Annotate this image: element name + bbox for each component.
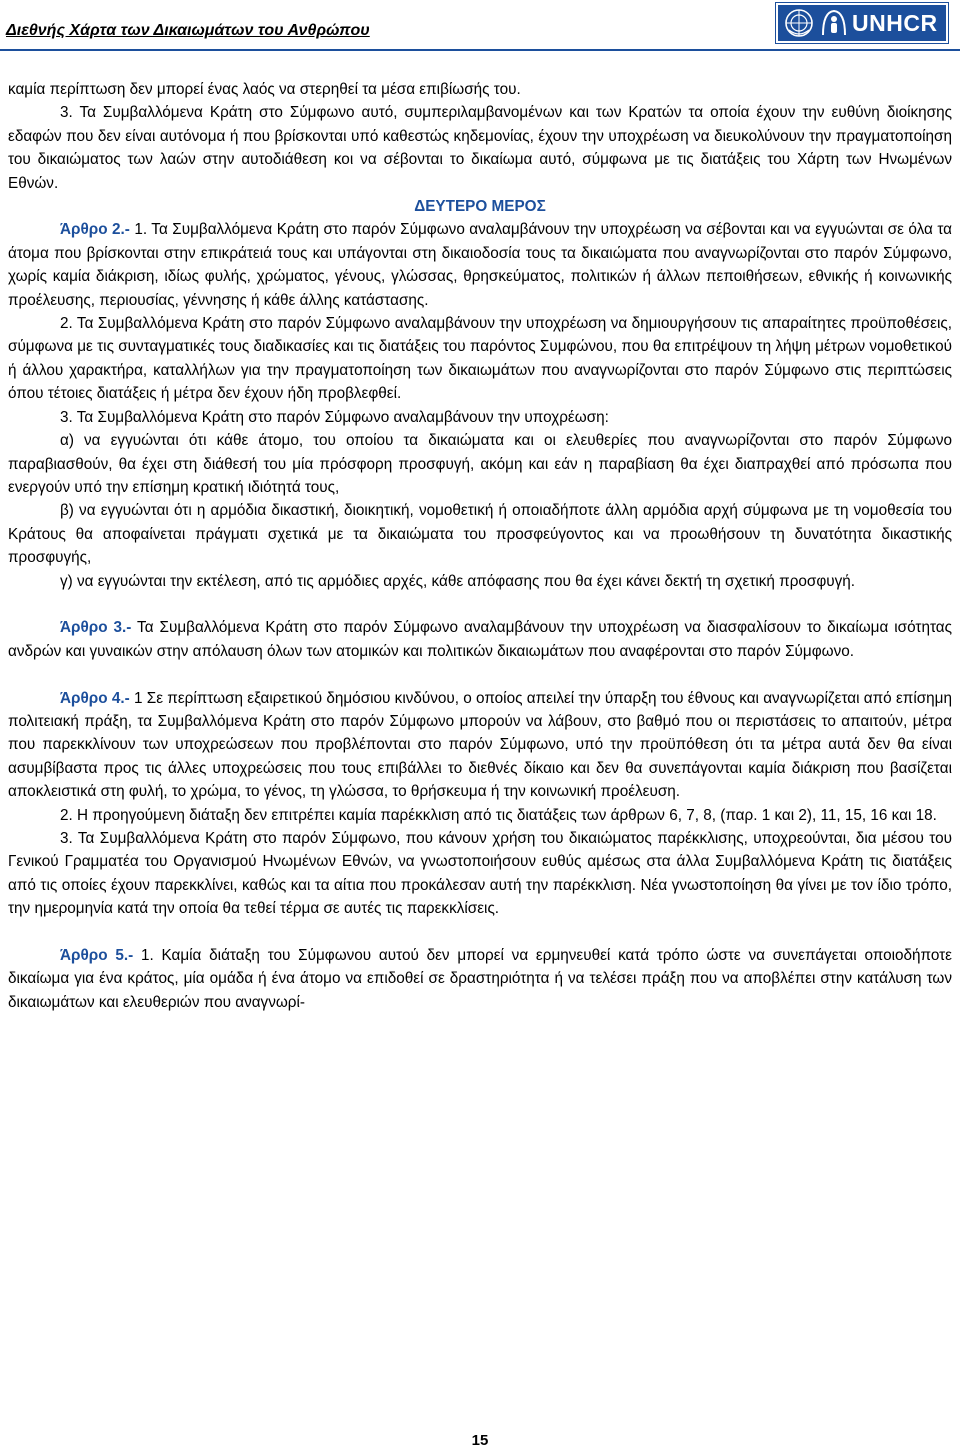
unhcr-logo <box>776 3 948 43</box>
paragraph: καμία περίπτωση δεν μπορεί ένας λαός να στερηθεί τα μέσα επιβίωσής του. <box>8 81 521 98</box>
article-5-paragraph: Άρθρο 5.- 1. Καμία διάταξη του Σύμφωνου αυτού δεν μπορεί να ερμηνευθεί κατά τρόπο ώστε να συνεπάγεται οποιοδήποτε δικαίωμα για ένα κράτος, μία ομάδα ή ένα άτομο να επιδοθεί σε δραστηριότητα ή να τελέσει πράξη που να αποβλέπει στην κατάλυση των δικαιωμάτων και ελευθεριών που αναγνωρί- <box>8 946 953 1011</box>
article-3-paragraph: Άρθρο 3.- Τα Συμβαλλόμενα Κράτη στο παρόν Σύμφωνο αναλαμβάνουν την υποχρέωση να διασφαλίσουν το δικαίωμα ισότητας ανδρών και γυναικών στην απόλαυση όλων των ατομικών και πολιτικών δικαιωμάτων που αναφέρονται στο παρόν Σύμφωνο. <box>8 619 952 660</box>
refugee-family-icon <box>820 8 848 38</box>
page-number: 15 <box>471 1432 489 1449</box>
article-label: Άρθρο 4.- <box>60 689 130 707</box>
article-label: Άρθρο 5.- <box>60 946 134 964</box>
section-heading: ΔΕΥΤΕΡΟ ΜΕΡΟΣ <box>414 198 546 216</box>
article-label: Άρθρο 2.- <box>60 221 130 239</box>
article-2-paragraph-1: Άρθρο 2.- 1. Τα Συμβαλλόμενα Κράτη στο παρόν Σύμφωνο αναλαμβάνουν την υποχρέωση να σέβονται και να εγγυώνται σε όλα τα άτομα που βρίσκονται στην επικράτειά τους και υπάγονται στη δικαιοδοσία τους τα δικαιώματα που αναγνωρίζονται στο παρόν Σύμφωνο, χωρίς καμία διάκριση, ιδίως φυλής, χρώματος, γένους, γλώσσας, θρησκεύματος, πολιτικών ή άλλων πεποιθήσεων, εθνικής ή κοινωνικής προέλευσης, περιουσίας, γέννησης ή κάθε άλλης κατάστασης. <box>8 221 953 309</box>
article-2-item-a: α) να εγγυώνται ότι κάθε άτομο, του οποίου τα δικαιώματα και οι ελευθερίες που αναγνωρίζονται στο παρόν Σύμφωνο παραβιασθούν, θα έχει στη διάθεσή του μία πρόσφορη προσφυγή, ακόμη και εάν η παραβίαση θα έχει διαπραχθεί από πρόσωπα που ενεργούν υπό την επίσημη κρατική ιδιότητά τους, <box>8 432 952 496</box>
article-2-paragraph-3: 3. Τα Συμβαλλόμενα Κράτη στο παρόν Σύμφωνο αναλαμβάνουν την υποχρέωση: <box>60 408 609 426</box>
article-label: Άρθρο 3.- <box>60 619 132 637</box>
un-emblem-icon <box>784 8 814 38</box>
article-2-item-b: β) να εγγυώνται ότι η αρμόδια δικαστική, διοικητική, νομοθετική ή οποιαδήποτε άλλη αρμόδια αρχή σύμφωνα με τη νομοθεσία του Κράτους θα αποφαίνεται πράγματι σχετικά με τα δικαιώματα του προσφεύγοντος και να προωθήσουν τη δυνατότητα δικαστικής προσφυγής, <box>8 502 952 567</box>
article-4-paragraph-2: 2. Η προηγούμενη διάταξη δεν επιτρέπει καμία παρέκκλιση από τις διατάξεις των άρθρων 6, 7, 8, (παρ. 1 και 2), 11, 15, 16 και 18. <box>60 806 937 824</box>
document-title: Διεθνής Χάρτα των Δικαιωμάτων του Ανθρώπου <box>6 22 370 39</box>
paragraph: 3. Τα Συμβαλλόμενα Κράτη στο Σύμφωνο αυτό, συμπεριλαμβανομένων και των Κρατών τα οποία έχουν την ευθύνη διοίκησης εδαφών που δεν είναι αυτόνομα ή που βρίσκονται υπό καθεστώς κηδεμονίας, έχουν την υποχρέωση να διευκολύνουν την πραγματοποίηση του δικαιώματος των λαών στην αυτοδιάθεση κοι να σέβονται το δικαίωμα αυτό, σύμφωνα με τις διατάξεις του Χάρτη των Ηνωμένων Εθνών. <box>8 104 952 192</box>
document-body <box>8 78 952 1014</box>
article-2-paragraph-2: 2. Τα Συμβαλλόμενα Κράτη στο παρόν Σύμφωνο αναλαμβάνουν την υποχρέωση να δημιουργήσουν τις απαραίτητες προϋποθέσεις, σύμφωνα με τις συνταγματικές τους διαδικασίες και τις διατάξεις του παρόντος Συμφώνου, που θα επιτρέψουν τη λήψη μέτρων νομοθετικού ή άλλου χαρακτήρα, καταλλήλων για την πραγματοποίηση των δικαιωμάτων που αναγνωρίζονται στο παρόν Σύμφωνο στις περιπτώσεις όπου τέτοιες διατάξεις ή μέτρα δεν έχουν ήδη προβλεφθεί. <box>8 315 952 403</box>
spacer <box>8 593 952 616</box>
article-2-item-c: γ) να εγγυώνται την εκτέλεση, από τις αρμόδιες αρχές, κάθε απόφασης που θα έχει κάνει δεκτή τη σχετική προσφυγή. <box>60 572 856 590</box>
page-header <box>0 0 960 48</box>
header-rule <box>0 49 960 51</box>
article-4-paragraph-1: Άρθρο 4.- 1 Σε περίπτωση εξαιρετικού δημόσιου κινδύνου, ο οποίος απειλεί την ύπαρξη του έθνους και αναγνωρίζεται από επίσημη πολιτειακή πράξη, τα Συμβαλλόμενα Κράτη στο παρόν Σύμφωνο μπορούν να λάβουν, στο βαθμό που οι περιστάσεις το απαιτούν, μέτρα που παρεκκλίνουν των υποχρεώσεων που προβλέπονται στο παρόν Σύμφωνο, υπό την προϋπόθεση ότι τα μέτρα αυτά δεν θα είναι ασυμβίβαστα προς τις άλλες υποχρεώσεις που τους επιβάλλει το διεθνές δίκαιο και δεν θα συνεπάγονται καμία διάκριση που βασίζεται αποκλειστικά στη φυλή, το χρώμα, το γένος, τη γλώσσα, το θρήσκευμα ή την κοινωνική προέλευση. <box>8 689 952 801</box>
article-4-paragraph-3: 3. Τα Συμβαλλόμενα Κράτη στο παρόν Σύμφωνο, που κάνουν χρήση του δικαιώματος παρέκκλισης, υποχρεούνται, δια μέσου του Γενικού Γραμματέα του Οργανισμού Ηνωμένων Εθνών, να γνωστοποιήσουν ευθύς αμέσως στα άλλα Συμβαλλόμενα Κράτη τις διατάξεις από τις οποίες έχουν παρεκκλίνει, καθώς και τα αίτια που προκάλεσαν αυτή την παρέκκλιση. Νέα γνωστοποίηση θα γίνει με τον ίδιο τρόπο, την ημερομηνία κατά την οποία θα τεθεί τέρμα σε αυτές τις παρεκκλίσεις. <box>8 829 952 918</box>
logo-text: UNHCR <box>852 9 938 36</box>
spacer <box>8 663 952 686</box>
spacer <box>8 921 952 944</box>
